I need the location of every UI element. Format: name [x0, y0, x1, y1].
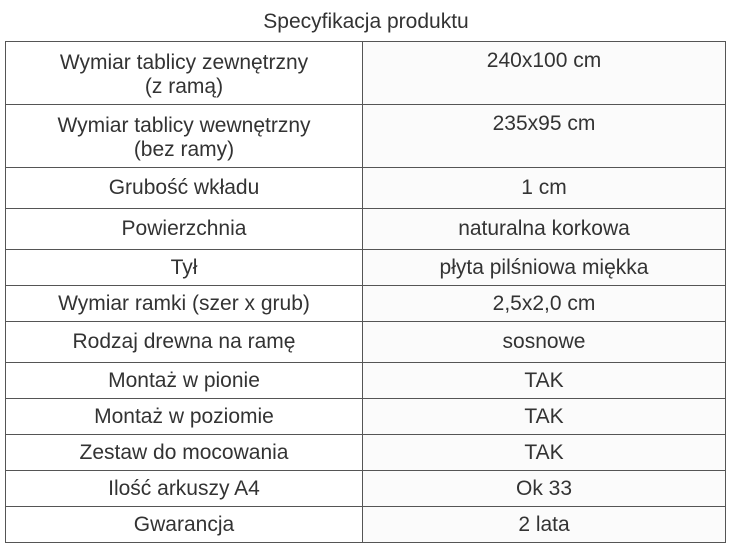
row-value: TAK: [363, 435, 726, 471]
row-value: 1 cm: [363, 168, 726, 209]
table-row: [6, 105, 726, 168]
table-row: [6, 209, 726, 250]
table-row: [6, 168, 726, 209]
specification-table: [5, 41, 726, 543]
table-row: [6, 286, 726, 322]
table-row: [6, 507, 726, 543]
row-label: Wymiar ramki (szer x grub): [6, 286, 363, 322]
label-line: Wymiar tablicy wewnętrzny: [57, 113, 311, 137]
row-label: Rodzaj drewna na ramę: [6, 322, 363, 363]
table-row: [6, 471, 726, 507]
row-label: Gwarancja: [6, 507, 363, 543]
label-line: (z ramą): [144, 74, 224, 98]
row-label: [6, 105, 363, 168]
table-row: [6, 322, 726, 363]
label-line: Wymiar tablicy zewnętrzny: [59, 50, 309, 74]
row-label: Grubość wkładu: [6, 168, 363, 209]
label-line: (bez ramy): [133, 137, 235, 161]
row-value: TAK: [363, 399, 726, 435]
row-value: 240x100 cm: [363, 42, 726, 105]
table-row: [6, 363, 726, 399]
row-value: TAK: [363, 363, 726, 399]
row-label: Montaż w poziomie: [6, 399, 363, 435]
row-label: Tył: [6, 250, 363, 286]
table-row: [6, 250, 726, 286]
row-value: naturalna korkowa: [363, 209, 726, 250]
row-label: Zestaw do mocowania: [6, 435, 363, 471]
row-label: Ilość arkuszy A4: [6, 471, 363, 507]
row-value: sosnowe: [363, 322, 726, 363]
row-label: Montaż w pionie: [6, 363, 363, 399]
row-label: Powierzchnia: [6, 209, 363, 250]
row-value: 2,5x2,0 cm: [363, 286, 726, 322]
table-row: [6, 435, 726, 471]
row-value: 2 lata: [363, 507, 726, 543]
table-row: [6, 399, 726, 435]
table-caption: Specyfikacja produktu: [263, 10, 469, 33]
table-row: [6, 42, 726, 105]
row-value: Ok 33: [363, 471, 726, 507]
row-label: [6, 42, 363, 105]
row-value: 235x95 cm: [363, 105, 726, 168]
row-value: płyta pilśniowa miękka: [363, 250, 726, 286]
